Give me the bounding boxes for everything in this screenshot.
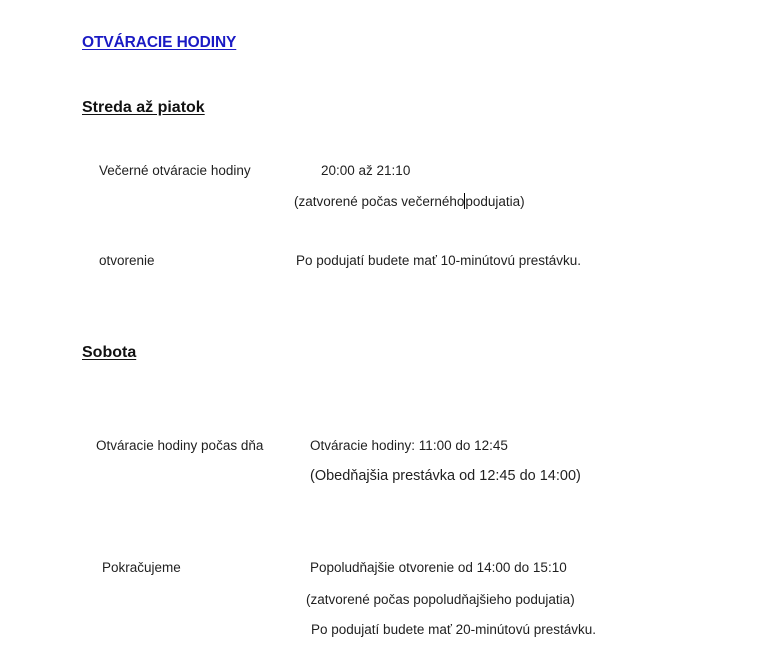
row-label: Večerné otváracie hodiny [99,163,251,178]
row-value-note: (zatvorené počas popoludňajšieho podujatia) [306,592,575,607]
row-label: Pokračujeme [102,560,181,575]
row-label: otvorenie [99,253,155,268]
note-text-before-cursor: (zatvorené počas večerného [294,194,465,209]
section-heading: Sobota [82,344,137,361]
row-value: Po podujatí budete mať 10-minútovú prestávku. [296,253,581,268]
row-value-note: (Obedňajšia prestávka od 12:45 do 14:00) [310,468,581,484]
row-value-note: Po podujatí budete mať 20-minútovú prestávku. [311,622,596,637]
section-heading: Streda až piatok [82,99,205,116]
row-value: Popoludňajšie otvorenie od 14:00 do 15:10 [310,560,567,575]
row-value: Otváracie hodiny: 11:00 do 12:45 [310,438,508,453]
row-value-note[interactable] [294,193,525,209]
row-label: Otváracie hodiny počas dňa [96,438,264,453]
row-value: 20:00 až 21:10 [321,163,411,178]
note-text-after-cursor: podujatia) [465,194,525,209]
document-title[interactable]: OTVÁRACIE HODINY [82,34,237,51]
